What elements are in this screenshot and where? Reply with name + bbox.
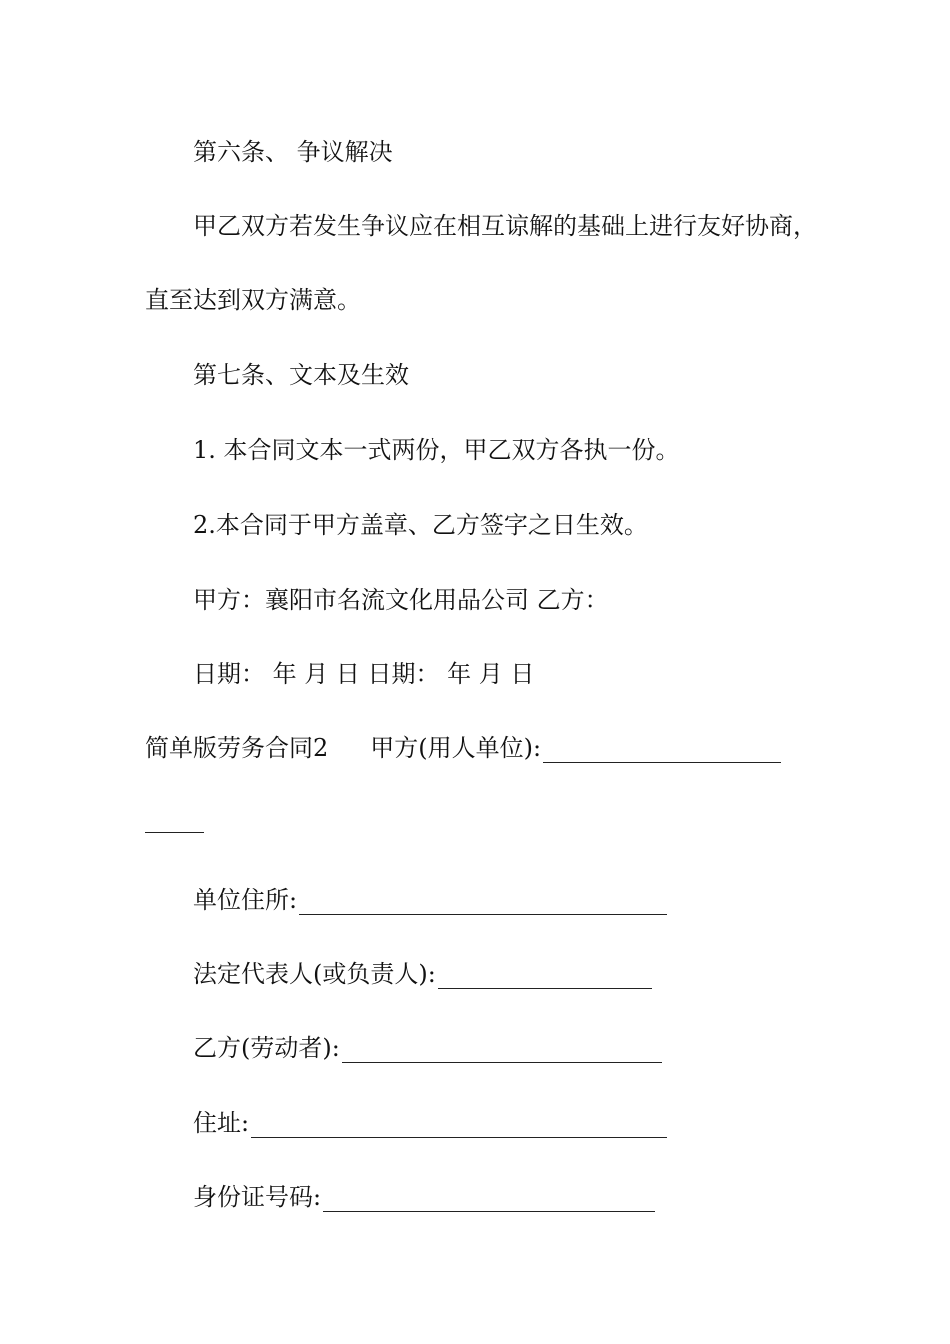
article-6-paragraph-line-1: 甲乙双方若发生争议应在相互谅解的基础上进行友好协商， bbox=[193, 212, 817, 240]
article-7-heading: 第七条、文本及生效 bbox=[193, 361, 409, 389]
residence-blank bbox=[251, 1113, 667, 1138]
article-6-heading: 第六条、 争议解决 bbox=[193, 138, 393, 166]
signature-parties-line: 甲方：襄阳市名流文化用品公司 乙方： bbox=[193, 586, 609, 614]
representative-label: 法定代表人(或负责人): bbox=[193, 960, 436, 988]
party-b-field-line bbox=[193, 1033, 662, 1063]
article-7-item-2: 2.本合同于甲方盖章、乙方签字之日生效。 bbox=[193, 511, 648, 539]
party-a-blank-continuation bbox=[145, 832, 204, 833]
party-a-blank bbox=[543, 738, 781, 763]
article-7-item-1: 1. 本合同文本一式两份，甲乙双方各执一份。 bbox=[193, 436, 680, 464]
party-a-label: 甲方(用人单位): bbox=[370, 734, 542, 762]
address-field-line bbox=[193, 885, 667, 915]
id-number-field-line bbox=[193, 1182, 655, 1212]
signature-dates-line: 日期： 年 月 日 日期： 年 月 日 bbox=[193, 660, 535, 688]
representative-field-line bbox=[193, 959, 652, 989]
article-6-paragraph-line-2: 直至达到双方满意。 bbox=[145, 286, 361, 314]
id-number-label: 身份证号码: bbox=[193, 1183, 322, 1211]
representative-blank bbox=[438, 964, 652, 989]
residence-field-line bbox=[193, 1108, 667, 1138]
party-b-label: 乙方(劳动者): bbox=[193, 1034, 340, 1062]
address-label: 单位住所: bbox=[193, 886, 298, 914]
address-blank bbox=[299, 890, 667, 915]
id-number-blank bbox=[323, 1187, 655, 1212]
contract-2-title: 简单版劳务合同2 bbox=[145, 734, 329, 762]
contract-2-title-line bbox=[145, 733, 781, 763]
party-b-blank bbox=[342, 1038, 662, 1063]
residence-label: 住址: bbox=[193, 1109, 250, 1137]
